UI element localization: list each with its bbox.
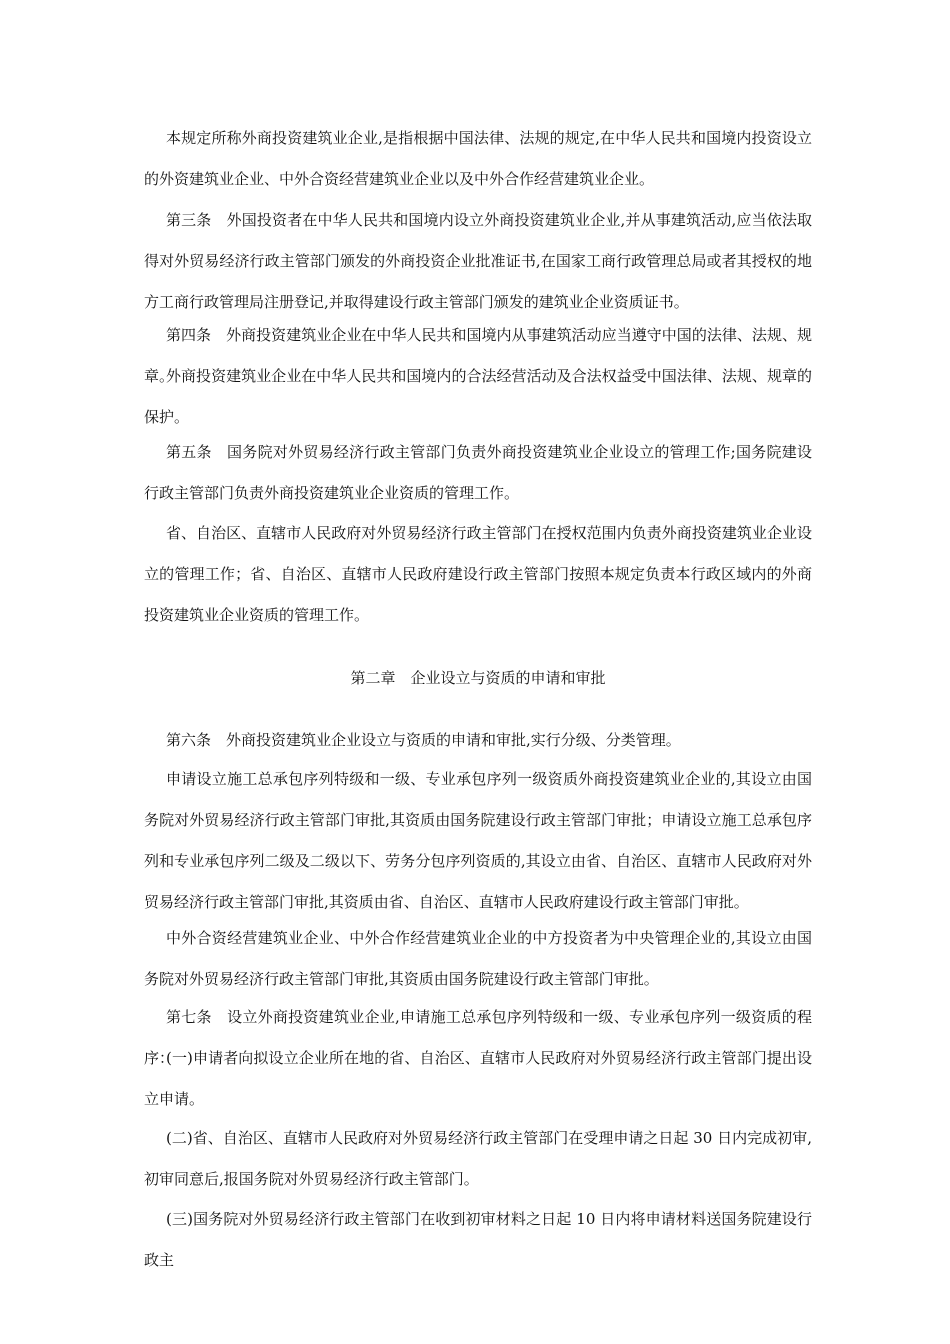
paragraph-article-7-item-2: (二)省、自治区、直辖市人民政府对外贸易经济行政主管部门在受理申请之日起 30 日内完成初审,初审同意后,报国务院对外贸易经济行政主管部门。 (144, 1129, 812, 1188)
paragraph-article-5: 第五条 国务院对外贸易经济行政主管部门负责外商投资建筑业企业设立的管理工作;国务院建设行政主管部门负责外商投资建筑业企业资质的管理工作。 (144, 443, 812, 502)
paragraph-article-6: 第六条 外商投资建筑业企业设立与资质的申请和审批,实行分级、分类管理。 (166, 731, 681, 749)
paragraph-article-4-protection: 外商投资建筑业企业在中华人民共和国境内的合法经营活动及合法权益受中国法律、法规、规章的保护。 (144, 367, 812, 426)
paragraph-article-5-provincial: 省、自治区、直辖市人民政府对外贸易经济行政主管部门在授权范围内负责外商投资建筑业企业设立的管理工作；省、自治区、直辖市人民政府建设行政主管部门按照本规定负责本行政区域内的外商投资建筑业企业资质的管理工作。 (144, 524, 812, 624)
paragraph-article-6-central: 中外合资经营建筑业企业、中外合作经营建筑业企业的中方投资者为中央管理企业的,其设立由国务院对外贸易经济行政主管部门审批,其资质由国务院建设行政主管部门审批。 (144, 929, 812, 988)
paragraph-article-6-approval: 申请设立施工总承包序列特级和一级、专业承包序列一级资质外商投资建筑业企业的,其设立由国务院对外贸易经济行政主管部门审批,其资质由国务院建设行政主管部门审批；申请设立施工总承包序列和专业承包序列二级及二级以下、劳务分包序列资质的,其设立由省、自治区、直辖市人民政府对外贸易经济行政主管部门审批,其资质由省、自治区、直辖市人民政府建设行政主管部门审批。 (144, 770, 812, 911)
chapter-title: 第二章 企业设立与资质的申请和审批 (350, 669, 606, 687)
paragraph-article-3: 第三条 外国投资者在中华人民共和国境内设立外商投资建筑业企业,并从事建筑活动,应当依法取得对外贸易经济行政主管部门颁发的外商投资企业批准证书,在国家工商行政管理总局或者其授权的地方工商行政管理局注册登记,并取得建设行政主管部门颁发的建筑业企业资质证书。 (144, 211, 812, 311)
paragraph-definition: 本规定所称外商投资建筑业企业,是指根据中国法律、法规的规定,在中华人民共和国境内投资设立的外资建筑业企业、中外合资经营建筑业企业以及中外合作经营建筑业企业。 (144, 129, 812, 188)
paragraph-article-7-item-3: (三)国务院对外贸易经济行政主管部门在收到初审材料之日起 10 日内将申请材料送国务院建设行政主 (144, 1210, 812, 1269)
paragraph-article-7: 第七条 设立外商投资建筑业企业,申请施工总承包序列特级和一级、专业承包序列一级资质的程序： (144, 1008, 812, 1067)
paragraph-article-4: 第四条 外商投资建筑业企业在中华人民共和国境内从事建筑活动应当遵守中国的法律、法规、规章。 (144, 326, 812, 385)
paragraph-article-7-item-1: (一)申请者向拟设立企业所在地的省、自治区、直辖市人民政府对外贸易经济行政主管部门提出设立申请。 (144, 1049, 812, 1108)
